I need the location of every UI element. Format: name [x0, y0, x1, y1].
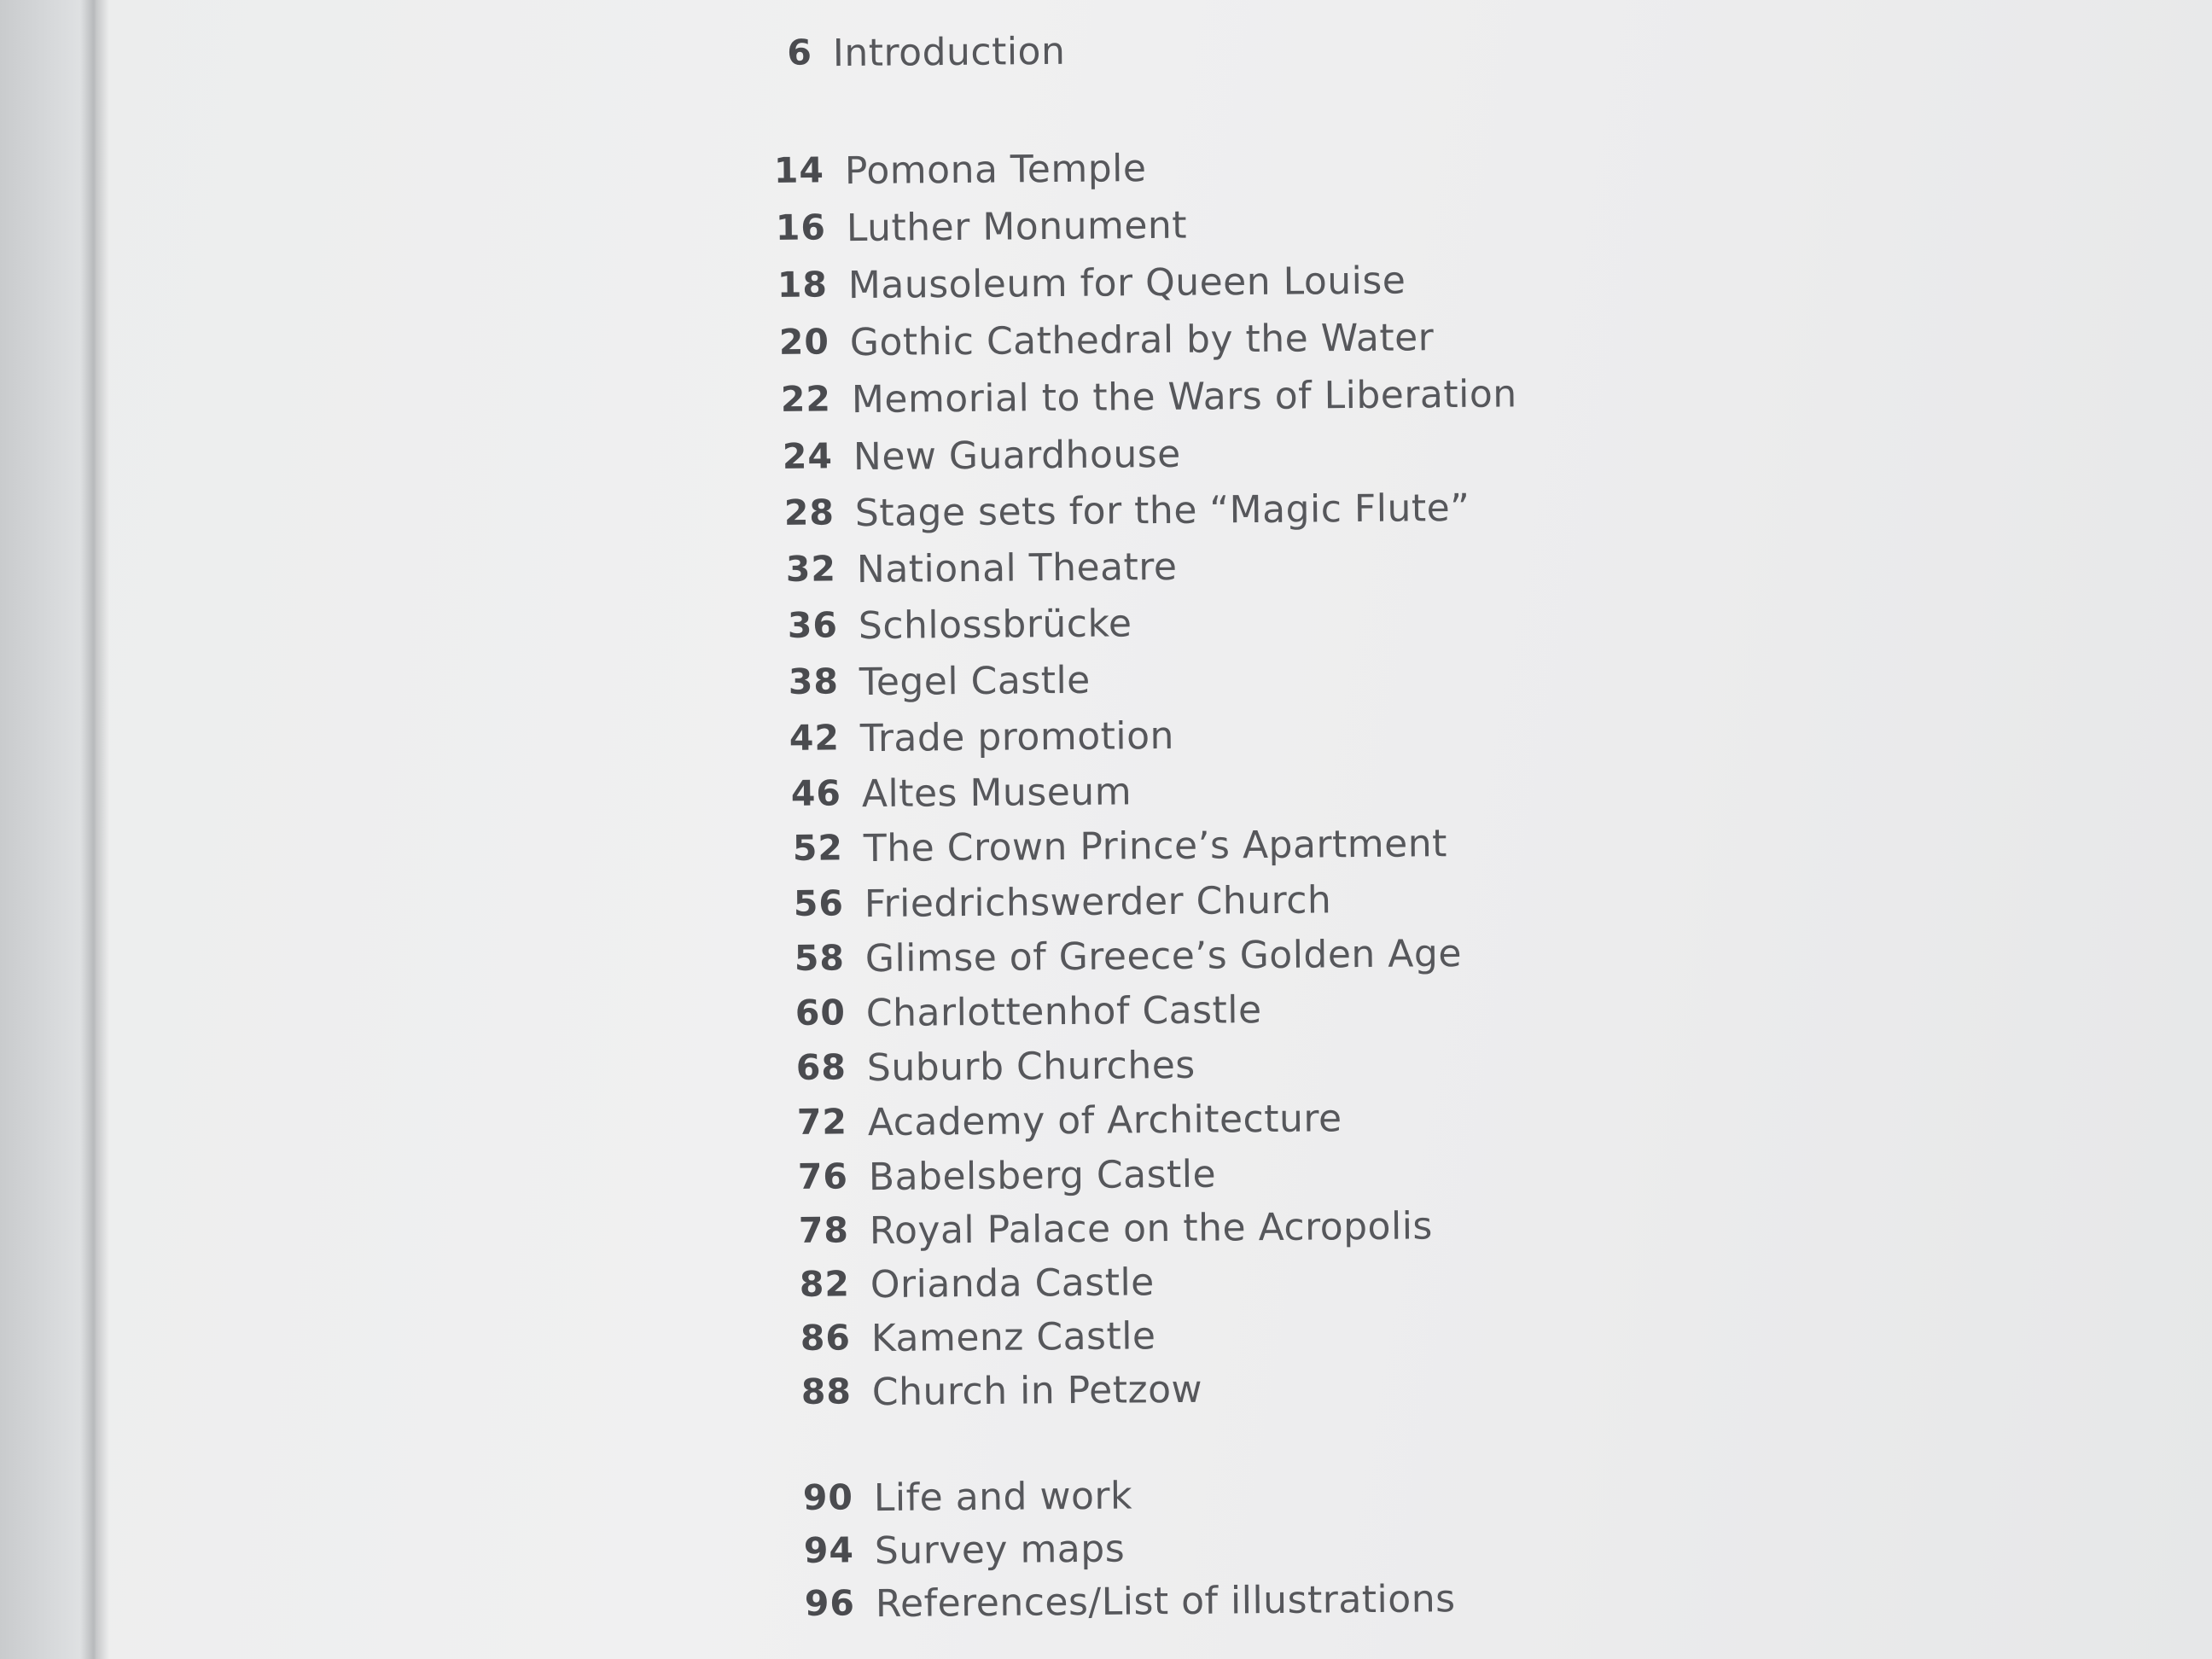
- toc-page-number: 22: [780, 378, 832, 420]
- toc-title: The Crown Prince’s Apartment: [863, 822, 1448, 871]
- toc-page-number: 20: [778, 321, 830, 363]
- toc-page-number: 82: [799, 1263, 851, 1305]
- toc-page-number: 90: [802, 1476, 854, 1518]
- toc-page-number: 42: [789, 717, 841, 759]
- toc-title: Altes Museum: [861, 770, 1132, 817]
- toc-title: Introduction: [832, 29, 1066, 76]
- toc-title: Royal Palace on the Acropolis: [869, 1204, 1434, 1254]
- toc-page-number: 94: [803, 1529, 855, 1571]
- toc-page-number: 6: [787, 32, 813, 73]
- toc-page-number: 86: [800, 1317, 852, 1359]
- toc-page-number: 32: [785, 548, 837, 590]
- toc-page-number: 72: [796, 1101, 848, 1143]
- toc-title: Charlottenhof Castle: [865, 988, 1262, 1036]
- toc-title: Stage sets for the “Magic Flute”: [854, 486, 1470, 536]
- toc-title: Suburb Churches: [866, 1043, 1196, 1091]
- toc-page-number: 28: [783, 492, 835, 533]
- toc-title: Babelsberg Castle: [868, 1152, 1217, 1200]
- toc-page-number: 78: [798, 1209, 850, 1251]
- toc-title: Kamenz Castle: [870, 1314, 1156, 1361]
- toc-title: Academy of Architecture: [867, 1097, 1342, 1145]
- toc-title: Memorial to the Wars of Liberation: [851, 372, 1517, 422]
- toc-title: Church in Petzow: [871, 1367, 1203, 1415]
- toc-page-number: 38: [788, 661, 840, 702]
- toc-page-number: 52: [792, 827, 844, 869]
- toc-title: References/List of illustrations: [875, 1577, 1456, 1627]
- toc-page-number: 68: [795, 1046, 847, 1088]
- toc-title: Luther Monument: [846, 203, 1188, 251]
- toc-page-number: 18: [777, 264, 829, 306]
- toc-page-number: 36: [787, 604, 839, 646]
- toc-title: Gothic Cathedral by the Water: [849, 316, 1435, 365]
- toc-page-number: 16: [775, 207, 827, 248]
- toc-entry-introduction: [748, 24, 1773, 92]
- toc-title: Life and work: [873, 1474, 1133, 1521]
- toc-title: Friedrichswerder Church: [864, 878, 1332, 927]
- toc-page-number: 60: [795, 992, 847, 1033]
- toc-title: Survey maps: [874, 1527, 1126, 1574]
- toc-title: National Theatre: [856, 544, 1178, 592]
- toc-page-number: 88: [800, 1371, 853, 1412]
- toc-page-number: 58: [794, 937, 846, 979]
- toc-title: Schlossbrücke: [858, 602, 1132, 649]
- toc-page-number: 76: [797, 1155, 849, 1197]
- toc-page-number: 14: [773, 149, 825, 191]
- toc-title: Orianda Castle: [870, 1260, 1155, 1307]
- toc-page-number: 24: [782, 435, 834, 477]
- toc-title: Mausoleum for Queen Louise: [847, 259, 1406, 308]
- toc-title: Pomona Temple: [844, 147, 1147, 194]
- toc-entry: [790, 1575, 1815, 1643]
- toc-title: New Guardhouse: [853, 432, 1181, 480]
- toc-title: Trade promotion: [859, 713, 1175, 761]
- toc-title: Glimse of Greece’s Golden Age: [864, 932, 1463, 981]
- toc-page-number: 96: [804, 1582, 856, 1624]
- toc-page-number: 56: [793, 882, 845, 924]
- toc-title: Tegel Castle: [859, 658, 1091, 705]
- toc-page-number: 46: [790, 772, 842, 814]
- toc-entry: [787, 1363, 1812, 1431]
